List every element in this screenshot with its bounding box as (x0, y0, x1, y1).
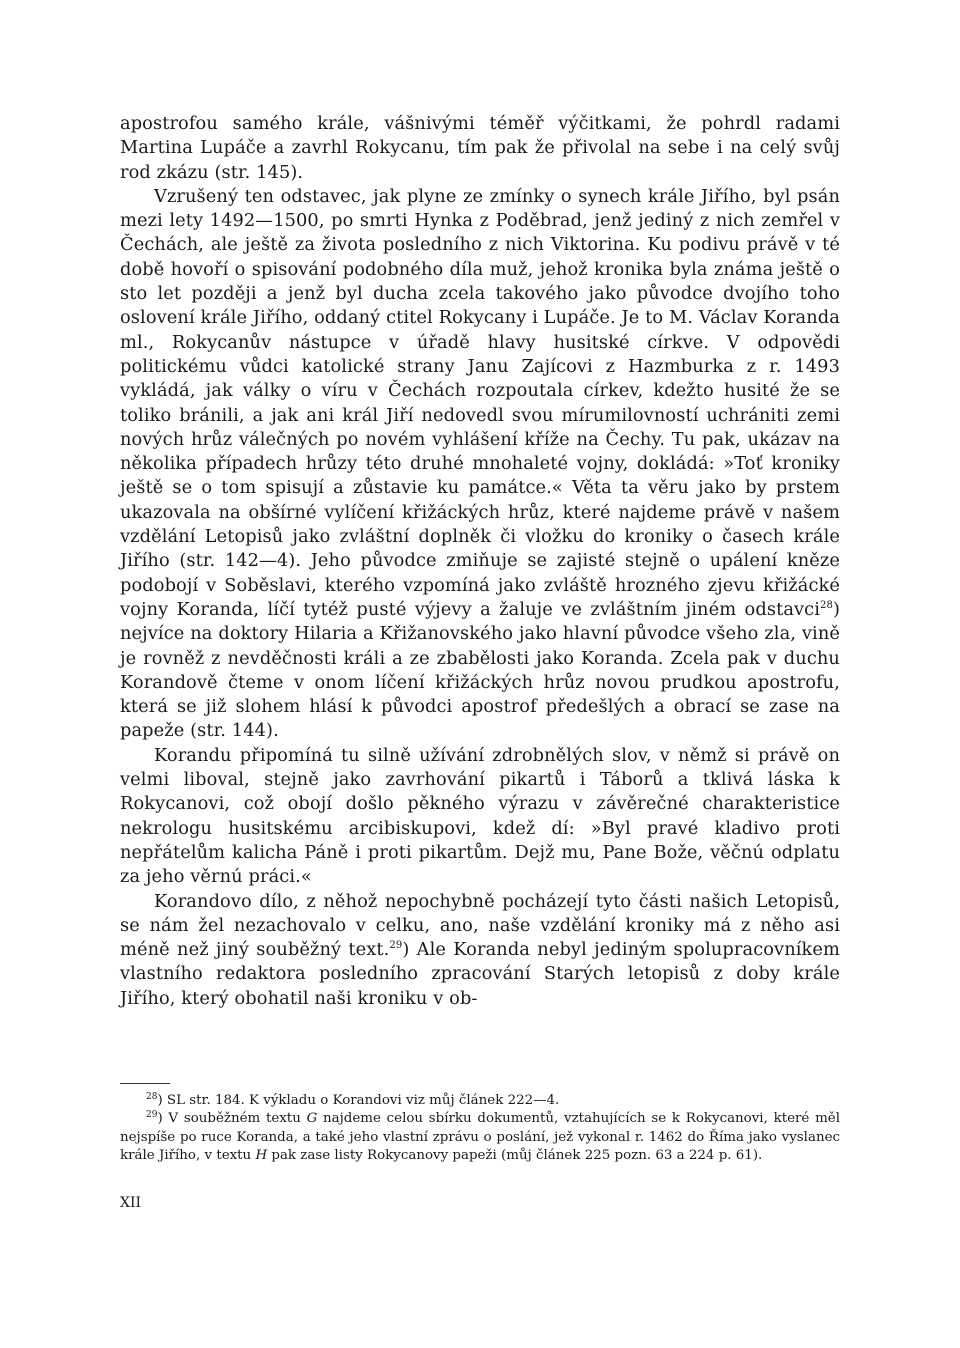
paragraph-3: Korandu připomíná tu silně užívání zdrobnělých slov, v němž si právě on velmi liboval, stejně jako zavrhování pikartů i Táborů a tklivá láska k Rokycanovi, což obojí došlo pěkného výrazu v závěrečné charakteristice nekrologu husitskému arcibiskupovi, kdež dí: »Byl pravé kladivo proti nepřátelům kalicha Páně i proti pikartům. Dejž mu, Pane Bože, věčnú odplatu za jeho věrnú práci.« (120, 744, 840, 888)
page-body (120, 112, 840, 1011)
paragraph-2: Vzrušený ten odstavec, jak plyne ze zmínky o synech krále Jiřího, byl psán mezi lety 1492—1500, po smrti Hynka z Poděbrad, jenž jediný z nich zemřel v Čechách, ale ještě za života posledního z nich Viktorina. Ku podivu právě v té době hovoří o spisování podobného díla muž, jehož kronika byla známa ještě o sto let později a jenž byl ducha zcela takového jako původce dvojího toho oslovení krále Jiřího, oddaný ctitel Rokycany i Lupáče. Je to M. Václav Koranda ml., Rokycanův nástupce v úřadě hlavy husitské církve. V odpovědi politickému vůdci katolické strany Janu Zajícovi z Hazmburka z r. 1493 vykládá, jak války o víru v Čechách rozpoutala církev, kdežto husité že se toliko bránili, a jak ani král Jiří nedovedl svou mírumilovností uchrániti zemi nových hrůz válečných po novém vyhlášení kříže na Čechy. Tu pak, ukázav na několika případech hrůzy této druhé mnohaleté vojny, dokládá: »Toť kroniky ještě se o tom spisují a zůstavie ku památce.« Věta ta věru jako by prstem ukazovala na obšírné vylíčení křižáckých hrůz, které najdeme právě v našem vzdělání Letopisů jako zvláštní doplněk či vložku do kroniky o časech krále Jiřího (str. 142—4). Jeho původce zmiňuje se zajisté stejně o upálení kněze podobojí v Soběslavi, kterého vzpomíná jako zvláště hrozného zjevu křižácké vojny Koranda, líčí tytéž pusté výjevy a žaluje ve zvláštním jiném odstavci$^{28}$) nejvíce na doktory Hilaria a Křižanovského jako hlavní původce všeho zla, vině je rovněž z nevděčnosti králi a ze zbabělosti jako Koranda. Zcela pak v duchu Korandově čteme v onom líčení křižáckých hrůz novou prudkou apostrofu, která se již slohem hlásí k původci apostrof předešlých a obrací se zase na papeže (str. 144). (120, 185, 840, 742)
footnote-29: $^{29}$) V souběžném textu G najdeme celou sbírku dokumentů, vztahujících se k Rokycanovi, které měl nejspíše po ruce Koranda, a také jeho vlastní zprávu o poslání, jež vykonal r. 1462 do Říma jako vyslanec krále Jiřího, v textu H pak zase listy Rokycanovy papeži (můj článek 225 pozn. 63 a 224 p. 61). (120, 1110, 840, 1164)
footnote-ref-28: 28 (820, 599, 833, 611)
footnotes (120, 1092, 840, 1166)
footnote-28: $^{28}$) SL str. 184. K výkladu o Korandovi viz můj článek 222—4. (146, 1092, 560, 1108)
paragraph-1: apostrofou samého krále, vášnivými téměř výčitkami, že pohrdl radami Martina Lupáče a zavrhl Rokycanu, tím pak že přivolal na sebe i na celý svůj rod zkázu (str. 145). (120, 113, 840, 183)
body-text (120, 112, 840, 1011)
footnote-ref-29: 29 (389, 940, 403, 952)
footnote-rule (120, 1083, 170, 1084)
page-number: XII (120, 1195, 142, 1211)
paragraph-4: Korandovo dílo, z něhož nepochybně pocházejí tyto části našich Letopisů, se nám žel nezachovalo v celku, ano, naše vzdělání kroniky má z něho asi méně než jiný souběžný text.$^{29}$) Ale Koranda nebyl jediným spolupracovníkem vlastního redaktora posledního zpracování Starých letopisů z doby krále Jiřího, který obohatil naši kroniku v ob- (120, 890, 840, 1009)
